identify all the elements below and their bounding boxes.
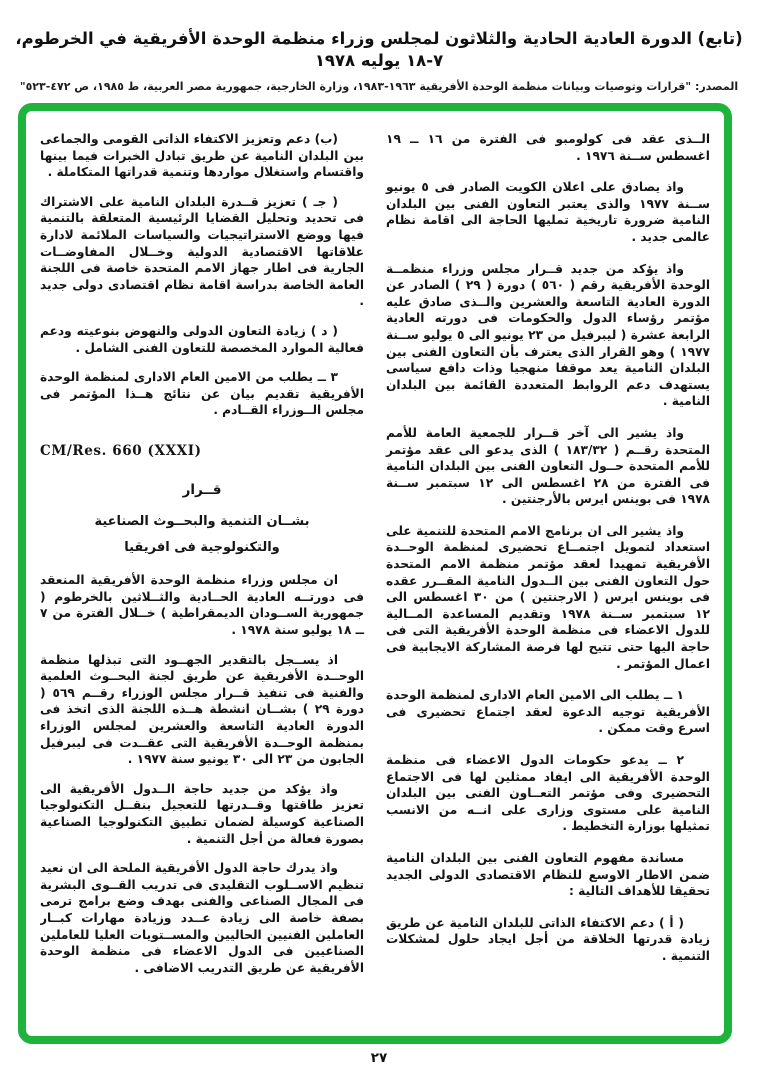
paragraph: واذ يؤكد من جديد قــرار مجلس وزراء منظمــة الوحدة الأفريقية رقم ( ٥٦٠ ) دورة ( ٢٩ ) الصادر عن الدورة العادية التاسعة والعشرين والــذى صادق عليه مؤتمر رؤساء الدول والحكومات فى دورته العادية الرابعة عشرة ( ليبرفيل من ٢٣ يونيو الى ٥ يوليو ســنة ١٩٧٧ ) وهو القرار الذى يعترف بأن التعاون الفنى بين البلدان النامية يعد موقفا منهجيا وذات دافع سياسى يستهدف دعم الروابط المتعددة القائمة بين البلدان النامية .: [386, 261, 710, 409]
paragraph: ان مجلس وزراء منظمة الوحدة الأفريقية المنعقد فى دورتــه العادية الحــادية والثــلاثين بالخرطوم ( جمهورية الســودان الديمقراطية ) خــلال الفترة من ٧ ــ ١٨ يوليو سنة ١٩٧٨ .: [40, 573, 364, 638]
page-number: ٢٧: [370, 1050, 388, 1066]
paragraph: واذ يؤكد من جديد حاجة الــدول الأفريقية الى تعزيز طاقتها وقــدرتها للتعجيل بنقــل التكنولوجيا الصناعية كوسيلة لضمان تطبيق التكنولوجيا الصناعية بصورة فعالة من أجل التنمية .: [40, 781, 364, 846]
paragraph: واذ يشير الى آخر قــرار للجمعية العامة للأمم المتحدة رقــم ( ١٨٣/٣٢ ) الذى يدعو الى عقد مؤتمر للأمم المتحدة حــول التعاون الفنى بين البلدان النامية فى الفترة من ٢٨ اغسطس الى ١٢ سبتمبر ســنة ١٩٧٨ فى بوينس ايرس بالأرجنتين .: [386, 425, 710, 507]
paragraph: واذ يدرك حاجة الدول الأفريقية الملحة الى ان نعيد تنظيم الاســلوب التقليدى فى تدريب القــوى البشرية فى المجال الصناعى والفنى بهدف وضع برامج ترمى بصفة خاصة الى زيادة عــدد وزيادة مهارات كبــار العاملين الفنيين الحاليين والمســتويات العليا للعاملين الصناعيين فى الدول الاعضاء فى منظمة الوحدة الأفريقية عن طريق التدريب الاضافى .: [40, 861, 364, 975]
paragraph: واذ يصادق على اعلان الكويت الصادر فى ٥ يونيو ســنة ١٩٧٧ والذى يعتبر التعاون الفنى بين البلدان النامية ضرورة تاريخية تمليها الحاجة الى اقامة نظام عالمى جديد .: [386, 180, 710, 244]
session-title: (تابع) الدورة العادية الحادية والثلاثون لمجلس وزراء منظمة الوحدة الأفريقية في الخرطوم، ٧-١٨ يوليه ١٩٧٨: [15, 29, 743, 71]
numbered-clause-1: ١ ــ يطلب الى الامين العام الادارى لمنظمة الوحدة الأفريقية توجيه الدعوة لعقد اجتماع تحضيرى فى اسرع وقت ممكن .: [386, 688, 710, 736]
numbered-clause-3: ٣ ــ يطلب من الامين العام الادارى لمنظمة الوحدة الأفريقية تقديم بيان عن نتائج هــذا المؤتمر فى مجلس الــوزراء القــادم .: [40, 370, 364, 418]
resolution-code: CM/Res. 660 (XXXI): [40, 442, 202, 459]
decision-subtitle-line1: بشــان التنمية والبحــوث الصناعية: [94, 514, 310, 530]
paragraph: الــذى عقد فى كولومبو فى الفترة من ١٦ ــ ١٩ اغسطس ســنة ١٩٧٦ .: [386, 132, 710, 163]
item-b: (ب) دعم وتعزيز الاكتفاء الذاتى القومى والجماعى بين البلدان النامية عن طريق تبادل الخبرات فيما بينها واقتسام واستغلال مواردها وتنمية قدراتها المتكاملة .: [40, 132, 364, 180]
page-header: [0, 28, 758, 93]
item-d: ( د ) زيادة التعاون الدولى والنهوض بنوعيته ودعم فعالية الموارد المخصصة للتعاون الفنى الشامل .: [40, 323, 364, 355]
item-a: ( أ ) دعم الاكتفاء الذاتى للبلدان النامية عن طريق زيادة قدرتها الخلاقة من أجل ايجاد حلول لمشكلات التنمية .: [386, 915, 710, 963]
paragraph: اذ يســجل بالتقدير الجهــود التى تبذلها منظمة الوحــدة الأفريقية عن طريق لجنة البحــوث العلمية والفنية فى تنفيذ قــرار مجلس الوزراء رقــم ٥٦٩ ( دورة ٢٩ ) بشــان انشطة هــذه اللجنة الذى اتخذ فى الدورة العادية التاسعة والعشرين لمجلس الوزراء بمنظمة الوحــدة الأفريقية التى عقــدت فى ليبرفيل الجابون من ٢٣ الى ٣٠ يونيو سنة ١٩٧٧ .: [40, 652, 364, 767]
paragraph: مساندة مفهوم التعاون الفنى بين البلدان النامية ضمن الاطار الاوسع للنظام الاقتصادى الدولى الجديد تحقيقا للأهداف التالية :: [386, 850, 710, 899]
paragraph: واذ يشير الى ان برنامج الامم المتحدة للتنمية على استعداد لتمويل اجتمــاع تحضيرى لمنظمة الوحــدة الأفريقية تمهيدا لعقد مؤتمر منظمة الامم المتحدة حول التعاون الفنى بين الــدول النامية المقــرر عقده فى بوينس ايرس ( الارجنتين ) من ٣٠ اغسطس الى ١٢ سبتمبر ســنة ١٩٧٨ وتقديم المساعدة المــالية للدول الاعضاء فى منظمة الوحدة الأفريقية التى فى حاجة اليها حتى تتيح لها فرصة المشاركة الايجابية فى اعمال المؤتمر .: [386, 523, 710, 671]
numbered-clause-2: ٢ ــ يدعو حكومات الدول الاعضاء فى منظمة الوحدة الأفريقية الى ايفاد ممثلين لها فى الاجتماع التحضيرى وفى مؤتمر التعــاون الفنى بين البلدان النامية على مستوى وزارى على انــه من الانسب تمثيلها بوزارة التخطيط .: [386, 753, 710, 834]
green-border-frame: [18, 103, 732, 1044]
decision-subtitle-line2: والتكنولوجية فى افريقيا: [124, 539, 280, 555]
text-columns: [40, 131, 710, 1021]
source-citation: المصدر: "قرارات وتوصيات وبيانات منظمة الوحدة الأفريقية ١٩٦٣-١٩٨٣، وزارة الخارجية، جمهورية مصر العربية، ط ١٩٨٥، ص ٤٧٢-٥٢٣": [19, 79, 739, 93]
column-left: [40, 131, 364, 1021]
decision-heading: قــرار: [182, 481, 222, 498]
item-c: ( جـ ) تعزيز قــدرة البلدان النامية على الاشتراك فى تحديد وتحليل القضايا الرئيسية المتعلقة بالتنمية فيها ووضع الاستراتيجيات والسياسات الملائمة لادارة علاقاتها الاقتصادية الدولية وخــلال المفاوضــات الجارية فى اطار جهاز الامم المتحدة خاصة فى اللجنة العامة الخاصة بدراسة اقامة نظام اقتصادى دولى جديد .: [40, 194, 364, 309]
column-right: [386, 131, 710, 1021]
